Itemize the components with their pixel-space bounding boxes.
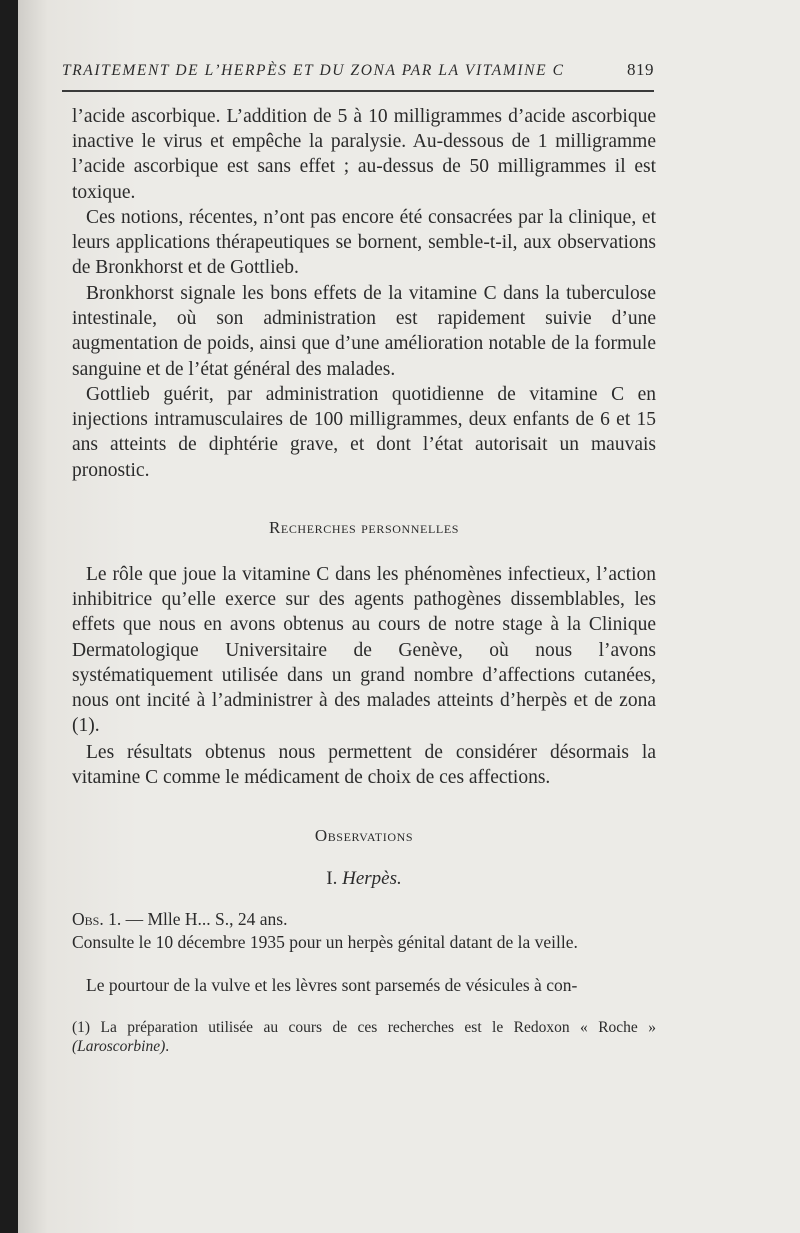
obs-intro: — Mlle H... S., 24 ans. — [121, 909, 288, 929]
subsection-number: I. — [326, 868, 338, 889]
running-header — [62, 60, 654, 80]
observation-line-1: Consulte le 10 décembre 1935 pour un herpès génital datant de la veille. — [72, 932, 578, 952]
paragraph-2: Ces notions, récentes, n’ont pas encore été consacrées par la clinique, et leurs applications thérapeutiques se bornent, semble-t-il, aux observations de Bronkhorst et de Gottlieb. — [72, 207, 656, 279]
footnote — [72, 1018, 656, 1056]
observation-line-2: Le pourtour de la vulve et les lèvres sont parsemés de vésicules à con- — [86, 975, 578, 995]
paragraph-4: Gottlieb guérit, par administration quotidienne de vitamine C en injections intramusculaires de 100 milligrammes, deux enfants de 6 et 15 ans atteints de diphtérie grave, et dont l’état autorisait un mauvais pronostic. — [72, 384, 656, 481]
observation-header — [72, 908, 656, 930]
section-heading: Recherches personnelles — [268, 518, 460, 537]
page-number: 819 — [627, 60, 654, 79]
paragraph-3: Bronkhorst signale les bons effets de la vitamine C dans la tuberculose intestinale, où son administration est rapidement suivie d’une augmentation de poids, ainsi que d’une amélioration notable de la formule sanguine et de l’état général des malades. — [72, 283, 656, 380]
observations-heading: Observations — [314, 826, 414, 845]
subsection-name: Herpès. — [342, 868, 402, 889]
paragraph-1: l’acide ascorbique. L’addition de 5 à 10 milligrammes d’acide ascorbique inactive le virus et empêche la paralysie. Au-dessous de 1 milligramme l’acide ascorbique est sans effet ; au-dessus de 50 milligrammes il est toxique. — [72, 106, 656, 203]
footnote-text: (1) La préparation utilisée au cours de ces recherches est le Redoxon « Roche » — [72, 1019, 656, 1036]
paragraph-5: Le rôle que joue la vitamine C dans les phénomènes infectieux, l’action inhibitrice qu’elle exerce sur des agents pathogènes dissemblables, les effets que nous en avons obtenus au cours de notre stage à la Clinique Dermatologique Universitaire de Genève, où nous l’avons systématiquement utilisée dans un grand nombre d’affections cutanées, nous ont incité à l’administrer à des malades atteints d’herpès et de zona (1). — [72, 564, 656, 737]
running-title: TRAITEMENT DE L’HERPÈS ET DU ZONA PAR LA VITAMINE C — [62, 62, 565, 79]
paragraph-6: Les résultats obtenus nous permettent de considérer désormais la vitamine C comme le médicament de choix de ces affections. — [72, 742, 656, 789]
footnote-end: . — [165, 1038, 170, 1055]
subsection-title — [72, 868, 656, 890]
footnote-italic: (Laroscorbine) — [72, 1038, 166, 1055]
obs-label: Obs. 1. — [72, 909, 122, 929]
header-rule — [62, 90, 654, 92]
